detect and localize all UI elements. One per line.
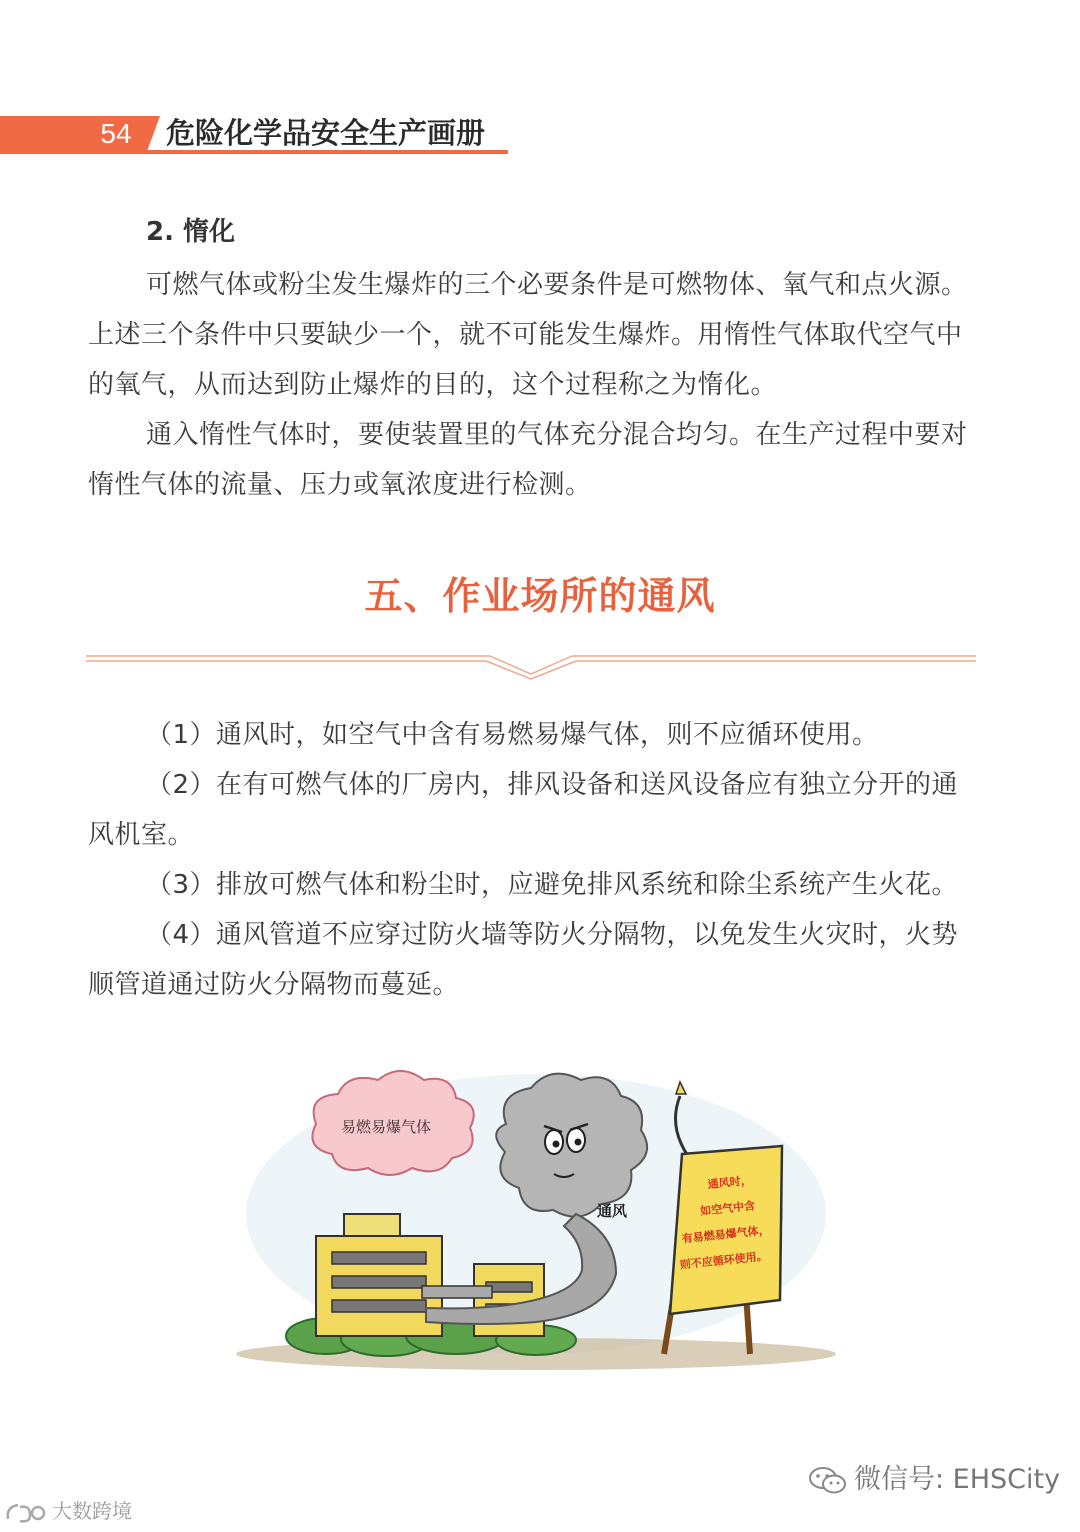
sign-line-4: 则不应循环使用。 — [679, 1249, 769, 1272]
brand-watermark — [4, 1496, 132, 1526]
brand-name: 大数跨境 — [52, 1499, 132, 1523]
section-divider — [86, 652, 976, 680]
list-item-1: （1）通风时，如空气中含有易燃易爆气体，则不应循环使用。 — [146, 720, 879, 750]
section-title: 五、作业场所的通风 — [364, 574, 716, 618]
brand-logo-icon — [4, 1501, 52, 1525]
cloud-label: 易燃易爆气体 — [340, 1118, 432, 1136]
list-item-2: （2）在有可燃气体的厂房内，排风设备和送风设备应有独立分开的通风机室。 — [88, 770, 959, 850]
list-item-3: （3）排放可燃气体和粉尘时，应避免排风系统和除尘系统产生火花。 — [146, 870, 959, 900]
wechat-icon — [808, 1465, 848, 1497]
sign-line-1: 通风时， — [707, 1173, 753, 1192]
paragraph-inerting-1: 可燃气体或粉尘发生爆炸的三个必要条件是可燃物体、氧气和点火源。上述三个条件中只要缺少一个，就不可能发生爆炸。用惰性气体取代空气中的氧气，从而达到防止爆炸的目的，这个过程称之为惰化。 — [88, 270, 968, 400]
sign-line-3: 有易燃易爆气体， — [681, 1223, 771, 1246]
wechat-watermark — [808, 1458, 1060, 1502]
ventilation-illustration — [236, 1064, 846, 1382]
book-title: 危险化学品安全生产画册 — [166, 116, 486, 150]
wechat-id: 微信号: EHSCity — [854, 1464, 1061, 1495]
subheading-inerting: 2. 惰化 — [146, 217, 236, 247]
list-item-4: （4）通风管道不应穿过防火墙等防火分隔物，以免发生火灾时，火势顺管道通过防火分隔物而蔓延。 — [88, 920, 959, 1000]
sign-line-2: 如空气中含 — [699, 1199, 756, 1218]
smoke-label: 通风 — [596, 1202, 628, 1220]
flammable-gas-cloud — [312, 1071, 473, 1175]
paragraph-inerting-2: 通入惰性气体时，要使装置里的气体充分混合均匀。在生产过程中要对惰性气体的流量、压力或氧浓度进行检测。 — [88, 420, 968, 500]
page-number: 54 — [100, 118, 132, 149]
